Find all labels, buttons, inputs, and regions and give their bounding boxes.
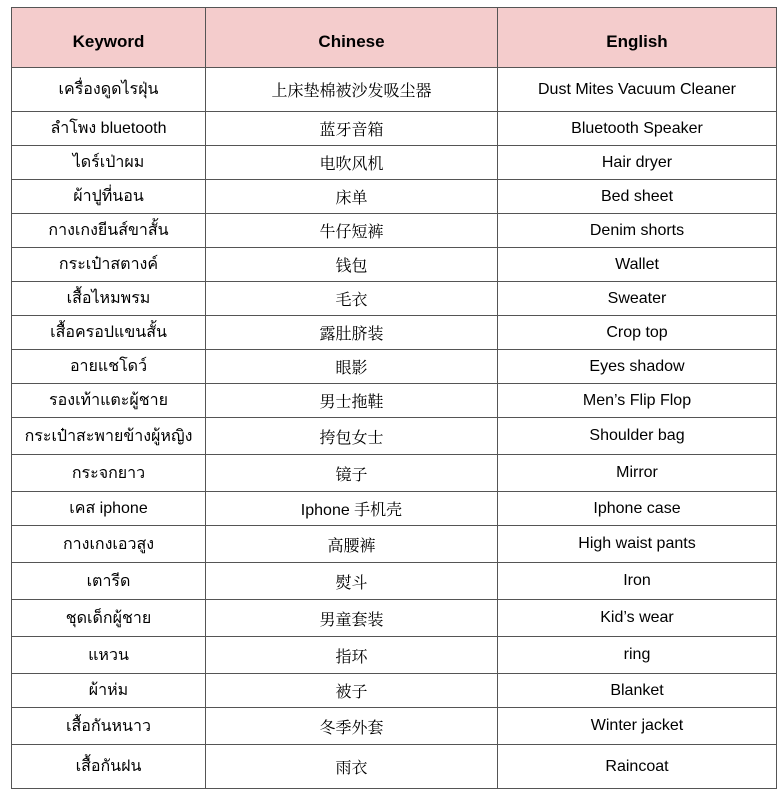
keyword-cell: กระเป๋าสตางค์ — [12, 248, 206, 282]
table-row — [12, 418, 777, 455]
chinese-cell: Iphone 手机壳 — [206, 492, 498, 526]
chinese-cell: 电吹风机 — [206, 146, 498, 180]
english-cell: ring — [498, 637, 777, 674]
english-cell: Winter jacket — [498, 708, 777, 745]
english-cell: Crop top — [498, 316, 777, 350]
chinese-cell: 被子 — [206, 674, 498, 708]
keyword-cell: กางเกงเอวสูง — [12, 526, 206, 563]
english-cell: Kid’s wear — [498, 600, 777, 637]
table-row — [12, 745, 777, 789]
english-cell: Men’s Flip Flop — [498, 384, 777, 418]
keyword-cell: เคส iphone — [12, 492, 206, 526]
keyword-cell: ชุดเด็กผู้ชาย — [12, 600, 206, 637]
chinese-cell: 毛衣 — [206, 282, 498, 316]
chinese-cell: 指环 — [206, 637, 498, 674]
header-chinese: Chinese — [206, 8, 498, 68]
english-cell: Raincoat — [498, 745, 777, 789]
keyword-cell: กระจกยาว — [12, 455, 206, 492]
english-cell: Mirror — [498, 455, 777, 492]
keyword-cell: ผ้าห่ม — [12, 674, 206, 708]
chinese-cell: 男士拖鞋 — [206, 384, 498, 418]
table-row — [12, 708, 777, 745]
chinese-cell: 高腰裤 — [206, 526, 498, 563]
keyword-cell: เสื้อกันฝน — [12, 745, 206, 789]
chinese-cell: 熨斗 — [206, 563, 498, 600]
chinese-cell: 冬季外套 — [206, 708, 498, 745]
chinese-cell: 眼影 — [206, 350, 498, 384]
english-cell: High waist pants — [498, 526, 777, 563]
english-cell: Sweater — [498, 282, 777, 316]
table-row — [12, 180, 777, 214]
keyword-cell: ลำโพง bluetooth — [12, 112, 206, 146]
table-row — [12, 455, 777, 492]
english-cell: Iphone case — [498, 492, 777, 526]
english-cell: Bed sheet — [498, 180, 777, 214]
chinese-cell: 蓝牙音箱 — [206, 112, 498, 146]
keyword-cell: กระเป๋าสะพายข้างผู้หญิง — [12, 418, 206, 455]
english-cell: Bluetooth Speaker — [498, 112, 777, 146]
keyword-table — [11, 7, 777, 789]
header-english: English — [498, 8, 777, 68]
header-keyword: Keyword — [12, 8, 206, 68]
english-cell: Iron — [498, 563, 777, 600]
chinese-cell: 床单 — [206, 180, 498, 214]
table-row — [12, 563, 777, 600]
table-row — [12, 112, 777, 146]
table-row — [12, 146, 777, 180]
chinese-cell: 露肚脐装 — [206, 316, 498, 350]
keyword-cell: ผ้าปูที่นอน — [12, 180, 206, 214]
table-row — [12, 68, 777, 112]
table-row — [12, 384, 777, 418]
english-cell: Dust Mites Vacuum Cleaner — [498, 68, 777, 112]
english-cell: Denim shorts — [498, 214, 777, 248]
table-row — [12, 674, 777, 708]
english-cell: Wallet — [498, 248, 777, 282]
english-cell: Blanket — [498, 674, 777, 708]
keyword-cell: รองเท้าแตะผู้ชาย — [12, 384, 206, 418]
table-row — [12, 248, 777, 282]
keyword-cell: กางเกงยีนส์ขาสั้น — [12, 214, 206, 248]
chinese-cell: 上床垫棉被沙发吸尘器 — [206, 68, 498, 112]
keyword-cell: เสื้อครอปแขนสั้น — [12, 316, 206, 350]
keyword-cell: เสื้อไหมพรม — [12, 282, 206, 316]
table-row — [12, 282, 777, 316]
table-row — [12, 526, 777, 563]
chinese-cell: 雨衣 — [206, 745, 498, 789]
table-row — [12, 600, 777, 637]
chinese-cell: 男童套装 — [206, 600, 498, 637]
english-cell: Shoulder bag — [498, 418, 777, 455]
keyword-cell: เสื้อกันหนาว — [12, 708, 206, 745]
table-row — [12, 350, 777, 384]
keyword-cell: ไดร์เป่าผม — [12, 146, 206, 180]
table-row — [12, 214, 777, 248]
table-row — [12, 637, 777, 674]
chinese-cell: 牛仔短裤 — [206, 214, 498, 248]
keyword-cell: เตารีด — [12, 563, 206, 600]
chinese-cell: 镜子 — [206, 455, 498, 492]
keyword-cell: แหวน — [12, 637, 206, 674]
table-row — [12, 492, 777, 526]
english-cell: Eyes shadow — [498, 350, 777, 384]
chinese-cell: 钱包 — [206, 248, 498, 282]
keyword-cell: อายแชโดว์ — [12, 350, 206, 384]
table-row — [12, 316, 777, 350]
header-row — [12, 8, 777, 68]
english-cell: Hair dryer — [498, 146, 777, 180]
chinese-cell: 挎包女士 — [206, 418, 498, 455]
keyword-cell: เครื่องดูดไรฝุ่น — [12, 68, 206, 112]
